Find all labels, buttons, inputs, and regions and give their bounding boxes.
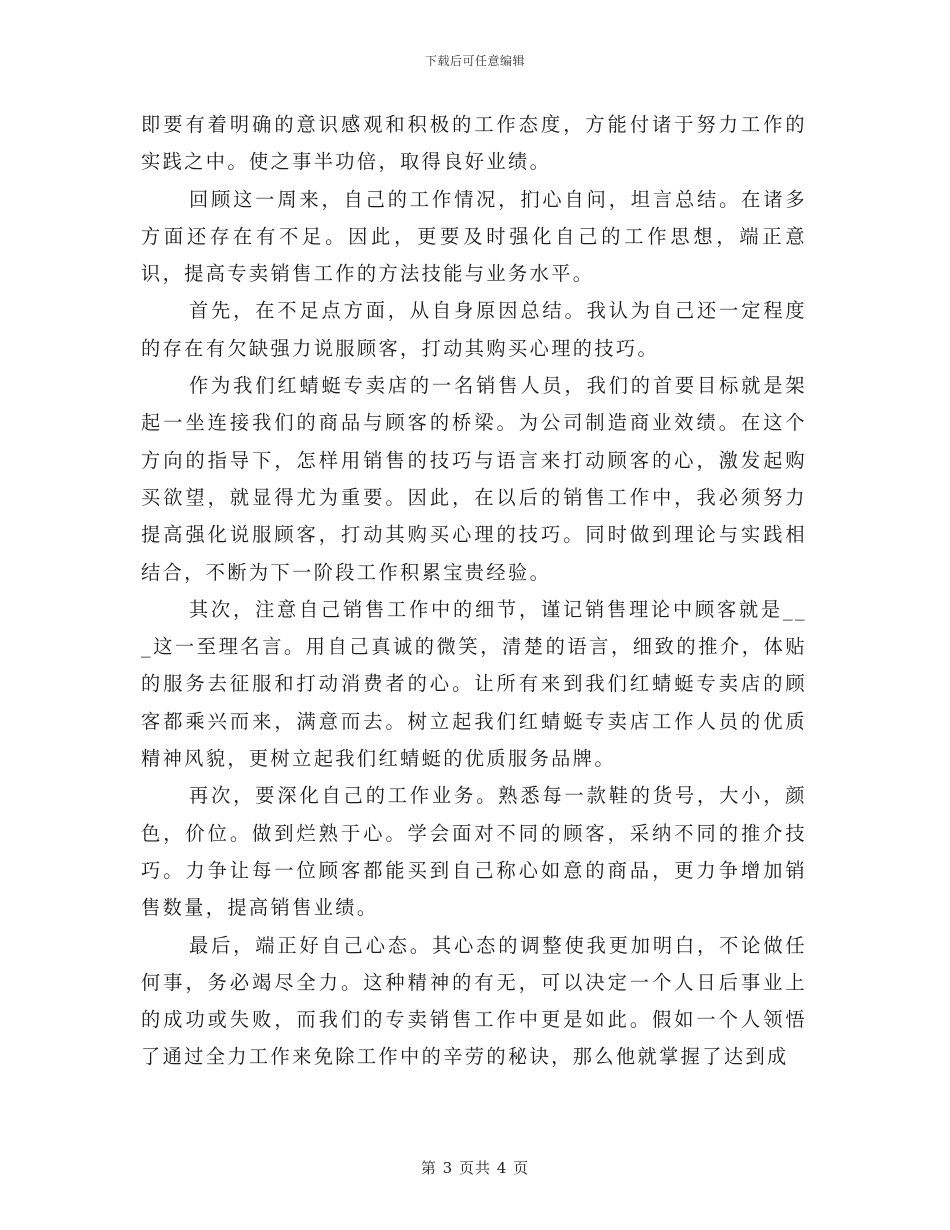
paragraph: 即要有着明确的意识感观和积极的工作态度，方能付诸于努力工作的实践之中。使之事半功倍，取得良好业绩。 bbox=[141, 113, 807, 174]
paragraph: 回顾这一周来，自己的工作情况，扪心自问，坦言总结。在诸多方面还存在有不足。因此，更要及时强化自己的工作思想，端正意识，提高专卖销售工作的方法技能与业务水平。 bbox=[141, 187, 807, 286]
paragraph: 首先，在不足点方面，从自身原因总结。我认为自己还一定程度的存在有欠缺强力说服顾客，打动其购买心理的技巧。 bbox=[141, 299, 807, 360]
page-number: 第 3 页共 4 页 bbox=[420, 1159, 530, 1177]
document-body bbox=[141, 106, 807, 1076]
paragraph: 作为我们红蜻蜓专卖店的一名销售人员，我们的首要目标就是架起一坐连接我们的商品与顾客的桥梁。为公司制造商业效绩。在这个方向的指导下，怎样用销售的技巧与语言来打动顾客的心，激发起购买欲望，就显得尤为重要。因此，在以后的销售工作中，我必须努力提高强化说服顾客，打动其购买心理的技巧。同时做到理论与实践相结合，不断为下一阶段工作积累宝贵经验。 bbox=[141, 374, 807, 584]
paragraph: 最后，端正好自己心态。其心态的调整使我更加明白，不论做任何事，务必竭尽全力。这种精神的有无，可以决定一个人日后事业上的成功或失败，而我们的专卖销售工作中更是如此。假如一个人领悟了通过全力工作来免除工作中的辛劳的秘诀，那么他就掌握了达到成 bbox=[141, 933, 807, 1069]
paragraph: 再次，要深化自己的工作业务。熟悉每一款鞋的货号，大小，颜色，价位。做到烂熟于心。学会面对不同的顾客，采纳不同的推介技巧。力争让每一位顾客都能买到自己称心如意的商品，更力争增加销售数量，提高销售业绩。 bbox=[141, 784, 807, 920]
page-header: 下载后可任意编辑 bbox=[424, 54, 525, 68]
paragraph: 其次，注意自己销售工作中的细节，谨记销售理论中顾客就是___这一至理名言。用自己真诚的微笑，清楚的语言，细致的推介，体贴的服务去征服和打动消费者的心。让所有来到我们红蜻蜓专卖店的顾客都乘兴而来，满意而去。树立起我们红蜻蜓专卖店工作人员的优质精神风貌，更树立起我们红蜻蜓的优质服务品牌。 bbox=[141, 597, 807, 771]
